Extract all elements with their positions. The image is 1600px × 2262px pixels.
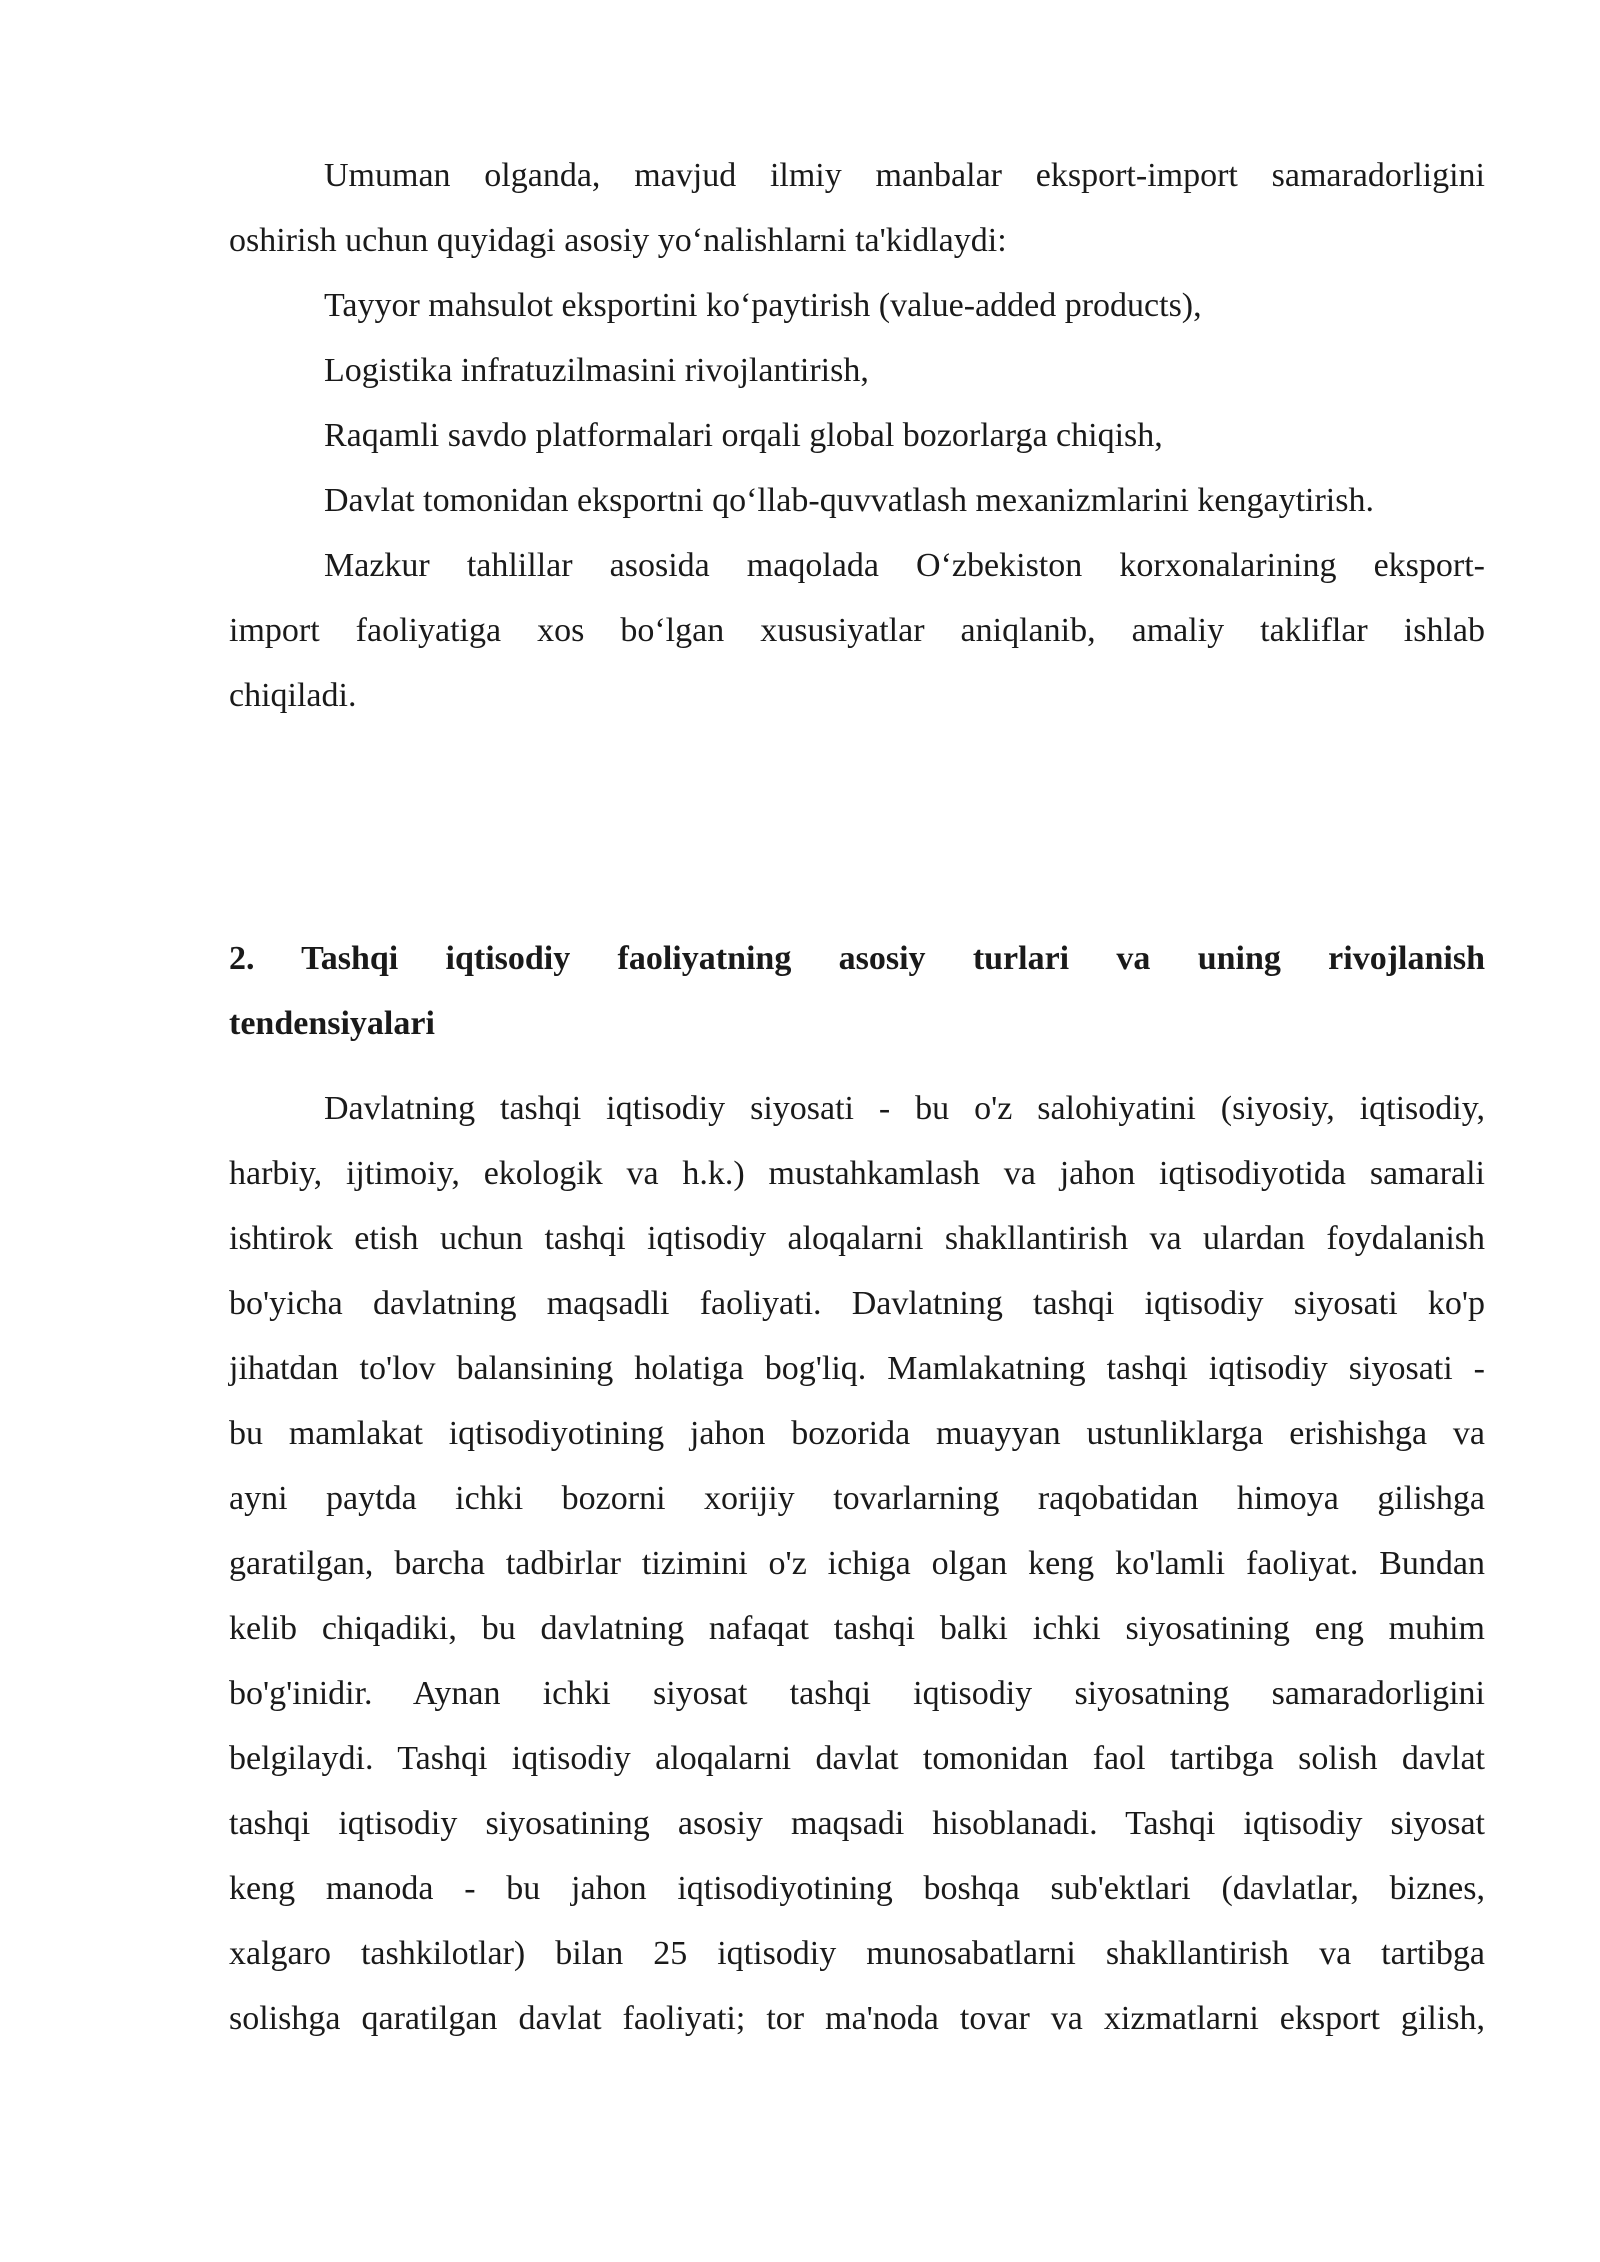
- heading-line: 2. Tashqi iqtisodiy faoliyatning asosiy turlari va uning rivojlanish: [229, 940, 1485, 977]
- text-line: bo'g'inidir. Aynan ichki siyosat tashqi iqtisodiy siyosatning samaradorligini: [229, 1675, 1485, 1712]
- section-heading: [229, 926, 1485, 1056]
- list-item: Raqamli savdo platformalari orqali global bozorlarga chiqish,: [324, 417, 1163, 454]
- section-body: [229, 1076, 1485, 2051]
- text-line: Davlatning tashqi iqtisodiy siyosati - bu o'z salohiyatini (siyosiy, iqtisodiy,: [324, 1090, 1485, 1127]
- text-line: keng manoda - bu jahon iqtisodiyotining boshqa sub'ektlari (davlatlar, biznes,: [229, 1870, 1485, 1907]
- text-line: harbiy, ijtimoiy, ekologik va h.k.) mustahkamlash va jahon iqtisodiyotida samarali: [229, 1155, 1485, 1192]
- list-item: Davlat tomonidan eksportni qo‘llab-quvvatlash mexanizmlarini kengaytirish.: [324, 482, 1374, 519]
- conclusion-paragraph: [229, 533, 1485, 728]
- directions-list: [229, 273, 1485, 533]
- text-line: tashqi iqtisodiy siyosatining asosiy maqsadi hisoblanadi. Tashqi iqtisodiy siyosat: [229, 1805, 1485, 1842]
- text-line: ishtirok etish uchun tashqi iqtisodiy aloqalarni shakllantirish va ulardan foydalanish: [229, 1220, 1485, 1257]
- intro-paragraph: [229, 143, 1485, 273]
- list-item: Tayyor mahsulot eksportini ko‘paytirish (value-added products),: [324, 287, 1202, 324]
- text-line: garatilgan, barcha tadbirlar tizimini o'z ichiga olgan keng ko'lamli faoliyat. Bundan: [229, 1545, 1485, 1582]
- text-line: bu mamlakat iqtisodiyotining jahon bozorida muayyan ustunliklarga erishishga va: [229, 1415, 1485, 1452]
- heading-line: tendensiyalari: [229, 1005, 435, 1042]
- text-line: Mazkur tahlillar asosida maqolada O‘zbekiston korxonalarining eksport-: [324, 547, 1485, 584]
- text-line: oshirish uchun quyidagi asosiy yo‘nalishlarni ta'kidlaydi:: [229, 222, 1007, 259]
- text-line: solishga qaratilgan davlat faoliyati; tor ma'noda tovar va xizmatlarni eksport gilish,: [229, 2000, 1485, 2037]
- text-line: kelib chiqadiki, bu davlatning nafaqat tashqi balki ichki siyosatining eng muhim: [229, 1610, 1485, 1647]
- text-line: bo'yicha davlatning maqsadli faoliyati. Davlatning tashqi iqtisodiy siyosati ko'p: [229, 1285, 1485, 1322]
- text-line: jihatdan to'lov balansining holatiga bog'liq. Mamlakatning tashqi iqtisodiy siyosati -: [229, 1350, 1485, 1387]
- text-line: ayni paytda ichki bozorni xorijiy tovarlarning raqobatidan himoya gilishga: [229, 1480, 1485, 1517]
- text-line: chiqiladi.: [229, 677, 357, 714]
- list-item: Logistika infratuzilmasini rivojlantirish,: [324, 352, 869, 389]
- text-line: xalgaro tashkilotlar) bilan 25 iqtisodiy munosabatlarni shakllantirish va tartibga: [229, 1935, 1485, 1972]
- text-line: Umuman olganda, mavjud ilmiy manbalar eksport-import samaradorligini: [324, 157, 1485, 194]
- document-page: [229, 143, 1485, 2051]
- text-line: belgilaydi. Tashqi iqtisodiy aloqalarni davlat tomonidan faol tartibga solish davlat: [229, 1740, 1485, 1777]
- text-line: import faoliyatiga xos bo‘lgan xususiyatlar aniqlanib, amaliy takliflar ishlab: [229, 612, 1485, 649]
